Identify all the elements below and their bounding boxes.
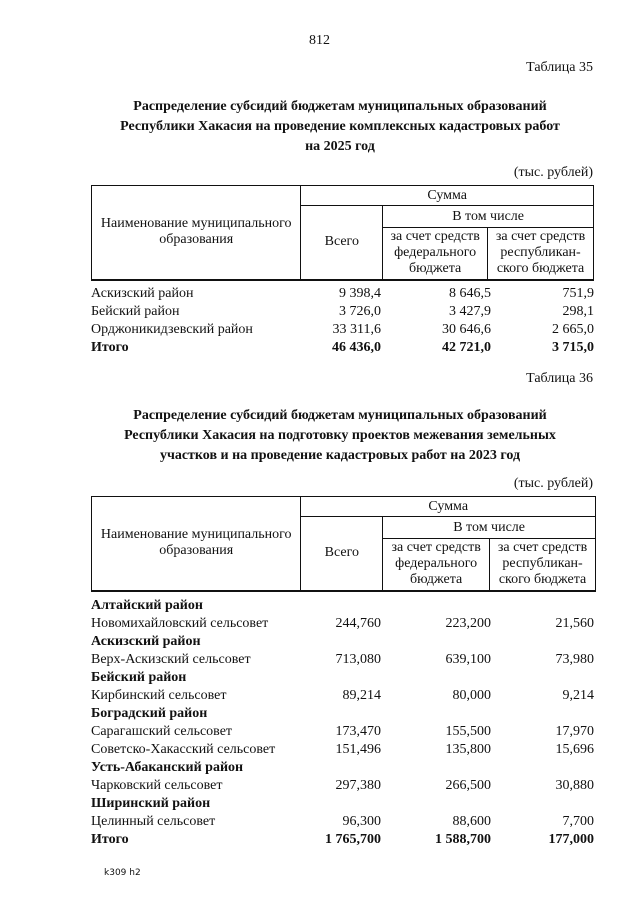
table-36-label: Таблица 36 (526, 371, 593, 386)
table-35-units: (тыс. рублей) (513, 165, 593, 180)
row-fed: 3 427,9 (449, 304, 491, 319)
row-rep: 7,700 (562, 814, 594, 829)
row-fed: 80,000 (452, 688, 491, 703)
totals-rep: 177,000 (548, 832, 594, 847)
row-fed: 639,100 (445, 652, 491, 667)
row-fed: 223,200 (445, 616, 491, 631)
row-total: 89,214 (342, 688, 381, 703)
row-fed: 266,500 (445, 778, 491, 793)
row-total: 297,380 (335, 778, 381, 793)
district-name: Ширинский район (91, 796, 211, 811)
district-row (91, 795, 596, 813)
row-total: 244,760 (335, 616, 381, 631)
row-name: Верх-Аскизский сельсовет (91, 652, 251, 667)
table-row (91, 285, 596, 303)
row-rep: 73,980 (555, 652, 594, 667)
table-35-title (60, 97, 620, 157)
row-total: 151,496 (335, 742, 381, 757)
district-name: Алтайский район (91, 598, 203, 613)
page-number: 812 (309, 33, 330, 48)
table-row (91, 321, 596, 339)
row-total: 33 311,6 (332, 322, 381, 337)
table-row (91, 651, 596, 669)
table-36-body (91, 597, 596, 849)
table-36-title (60, 406, 620, 466)
totals-fed: 42 721,0 (442, 340, 491, 355)
totals-total: 46 436,0 (332, 340, 381, 355)
row-total: 3 726,0 (339, 304, 381, 319)
totals-row (91, 339, 596, 357)
row-name: Бейский район (91, 304, 180, 319)
row-rep: 30,880 (555, 778, 594, 793)
table-row (91, 687, 596, 705)
row-name: Чарковский сельсовет (91, 778, 223, 793)
row-name: Сарагашский сельсовет (91, 724, 233, 739)
footer-code: k309 h2 (104, 868, 141, 878)
totals-fed: 1 588,700 (435, 832, 491, 847)
row-rep: 15,696 (555, 742, 594, 757)
table-row (91, 777, 596, 795)
row-name: Кирбинский сельсовет (91, 688, 227, 703)
row-name: Целинный сельсовет (91, 814, 216, 829)
row-rep: 751,9 (562, 286, 594, 301)
row-rep: 21,560 (555, 616, 594, 631)
row-rep: 2 665,0 (552, 322, 594, 337)
table-row (91, 615, 596, 633)
table-36-header (91, 496, 596, 592)
row-fed: 135,800 (445, 742, 491, 757)
row-fed: 8 646,5 (449, 286, 491, 301)
header-name-cell: Наименование муниципального образования (92, 186, 301, 280)
district-row (91, 633, 596, 651)
header-incl-cell: В том числе (383, 517, 596, 539)
header-fed-cell: за счет средств федерального бюджета (383, 228, 488, 280)
table-row (91, 723, 596, 741)
row-total: 96,300 (342, 814, 381, 829)
table-36-title-line: Распределение субсидий бюджетам муниципальных образований (133, 408, 547, 423)
header-total-cell: Всего (301, 517, 383, 591)
table-35-title-line: Республики Хакасия на проведение комплексных кадастровых работ (120, 119, 560, 134)
row-total: 9 398,4 (339, 286, 381, 301)
totals-name: Итого (91, 340, 129, 355)
row-name: Орджоникидзевский район (91, 322, 253, 337)
row-total: 173,470 (335, 724, 381, 739)
district-row (91, 759, 596, 777)
table-36-title-line: участков и на проведение кадастровых работ на 2023 год (159, 448, 521, 463)
row-rep: 298,1 (562, 304, 594, 319)
row-name: Новомихайловский сельсовет (91, 616, 269, 631)
row-fed: 30 646,6 (442, 322, 491, 337)
table-35-body (91, 285, 596, 357)
totals-rep: 3 715,0 (552, 340, 594, 355)
header-rep-cell: за счет средств республикан-ского бюджета (488, 228, 594, 280)
table-36-title-line: Республики Хакасия на подготовку проектов межевания земельных (124, 428, 556, 443)
totals-name: Итого (91, 832, 129, 847)
district-name: Аскизский район (91, 634, 201, 649)
header-rep-cell: за счет средств республикан-ского бюджета (490, 539, 596, 591)
district-name: Боградский район (91, 706, 208, 721)
table-35-label: Таблица 35 (526, 60, 593, 75)
district-name: Бейский район (91, 670, 187, 685)
header-total-cell: Всего (301, 206, 383, 280)
header-fed-cell: за счет средств федерального бюджета (383, 539, 490, 591)
row-total: 713,080 (335, 652, 381, 667)
totals-row (91, 831, 596, 849)
row-name: Аскизский район (91, 286, 194, 301)
row-fed: 155,500 (445, 724, 491, 739)
table-36-units: (тыс. рублей) (513, 476, 593, 491)
header-incl-cell: В том числе (383, 206, 594, 228)
table-row (91, 741, 596, 759)
header-name-cell: Наименование муниципального образования (92, 497, 301, 591)
table-35-title-line: Распределение субсидий бюджетам муниципальных образований (133, 99, 547, 114)
header-sum-cell: Сумма (301, 497, 596, 517)
row-rep: 9,214 (562, 688, 594, 703)
row-fed: 88,600 (452, 814, 491, 829)
table-35-header (91, 185, 594, 281)
table-row (91, 303, 596, 321)
totals-total: 1 765,700 (325, 832, 381, 847)
district-row (91, 705, 596, 723)
row-rep: 17,970 (555, 724, 594, 739)
district-name: Усть-Абаканский район (91, 760, 244, 775)
table-35-title-line: на 2025 год (305, 139, 375, 154)
district-row (91, 669, 596, 687)
row-name: Советско-Хакасский сельсовет (91, 742, 276, 757)
district-row (91, 597, 596, 615)
header-sum-cell: Сумма (301, 186, 594, 206)
table-row (91, 813, 596, 831)
